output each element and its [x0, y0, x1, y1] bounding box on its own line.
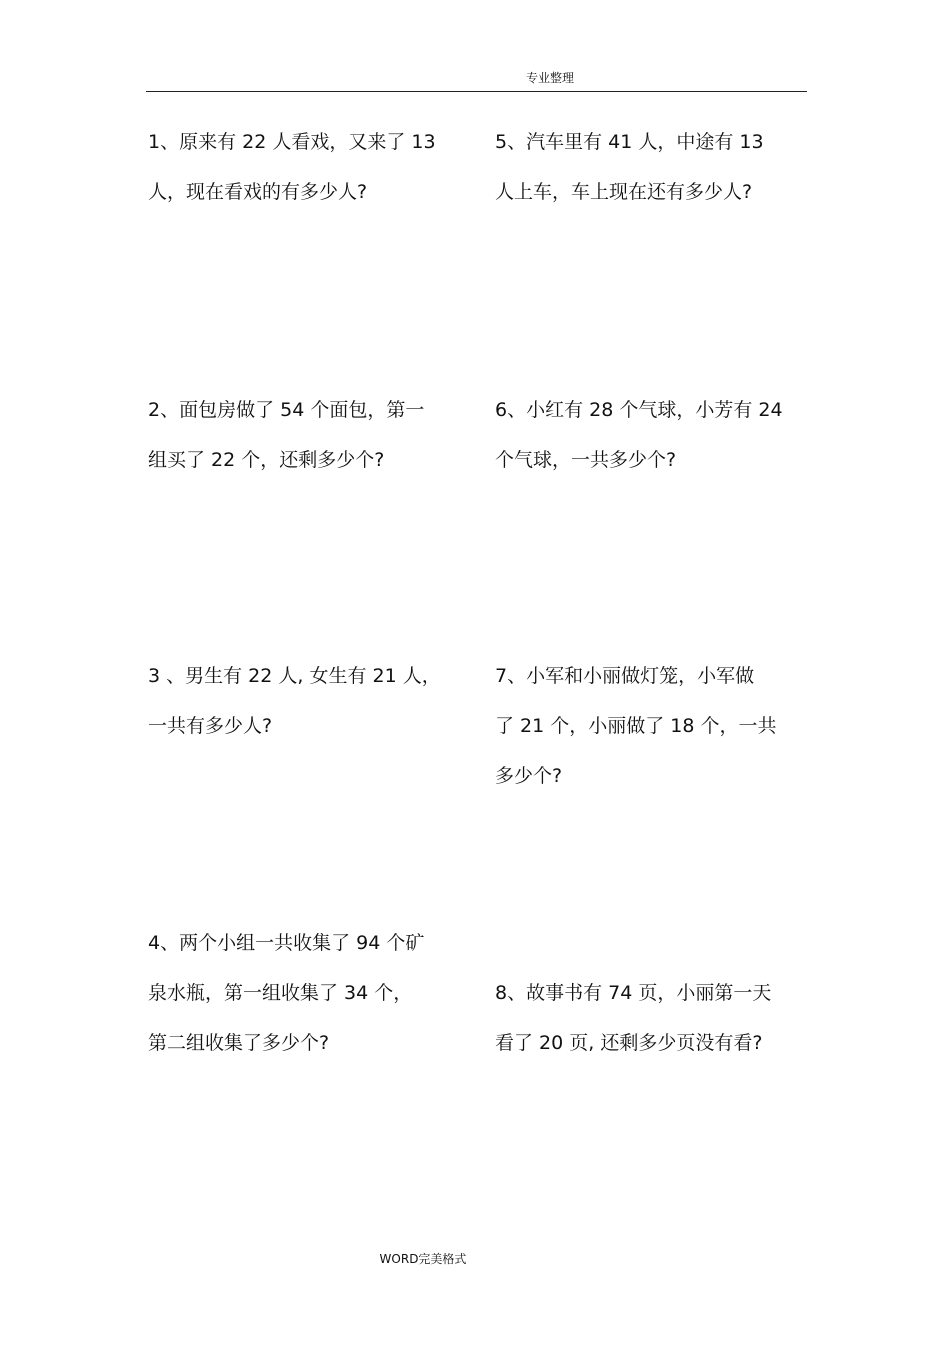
problem-4-line-1: 4、两个小组一共收集了 94 个矿: [148, 932, 425, 954]
header-divider: [146, 91, 807, 92]
problem-1-line-2: 人，现在看戏的有多少人?: [148, 181, 368, 203]
problem-3-line-1: 3 、男生有 22 人, 女生有 21 人，: [148, 665, 441, 687]
problem-6-line-1: 6、小红有 28 个气球，小芳有 24: [495, 399, 783, 421]
problem-7-line-2: 了 21 个，小丽做了 18 个，一共: [495, 715, 777, 737]
problem-3: [148, 651, 478, 751]
problem-5-line-2: 人上车，车上现在还有多少人?: [495, 181, 753, 203]
problem-8-line-1: 8、故事书有 74 页，小丽第一天: [495, 982, 772, 1004]
problem-7-line-3: 多少个?: [495, 765, 563, 787]
problem-4: [148, 918, 478, 1068]
page-header: 专业整理: [525, 71, 574, 85]
problem-6: [495, 385, 815, 485]
problem-3-line-2: 一共有多少人?: [148, 715, 273, 737]
problem-6-line-2: 个气球，一共多少个?: [495, 449, 677, 471]
problem-8-line-2: 看了 20 页, 还剩多少页没有看?: [495, 1032, 763, 1054]
problem-4-line-2: 泉水瓶，第一组收集了 34 个，: [148, 982, 413, 1004]
problem-2-line-2: 组买了 22 个，还剩多少个?: [148, 449, 385, 471]
problem-2: [148, 385, 478, 485]
problem-5-line-1: 5、汽车里有 41 人，中途有 13: [495, 131, 764, 153]
problem-7: [495, 651, 815, 801]
problem-8: [495, 968, 815, 1068]
page-footer: WORD完美格式: [379, 1252, 467, 1266]
problem-1-line-1: 1、原来有 22 人看戏，又来了 13: [148, 131, 436, 153]
problem-1: [148, 117, 478, 217]
problem-7-line-1: 7、小军和小丽做灯笼，小军做: [495, 665, 755, 687]
problem-2-line-1: 2、面包房做了 54 个面包，第一: [148, 399, 425, 421]
problem-4-line-3: 第二组收集了多少个?: [148, 1032, 330, 1054]
problem-5: [495, 117, 815, 217]
